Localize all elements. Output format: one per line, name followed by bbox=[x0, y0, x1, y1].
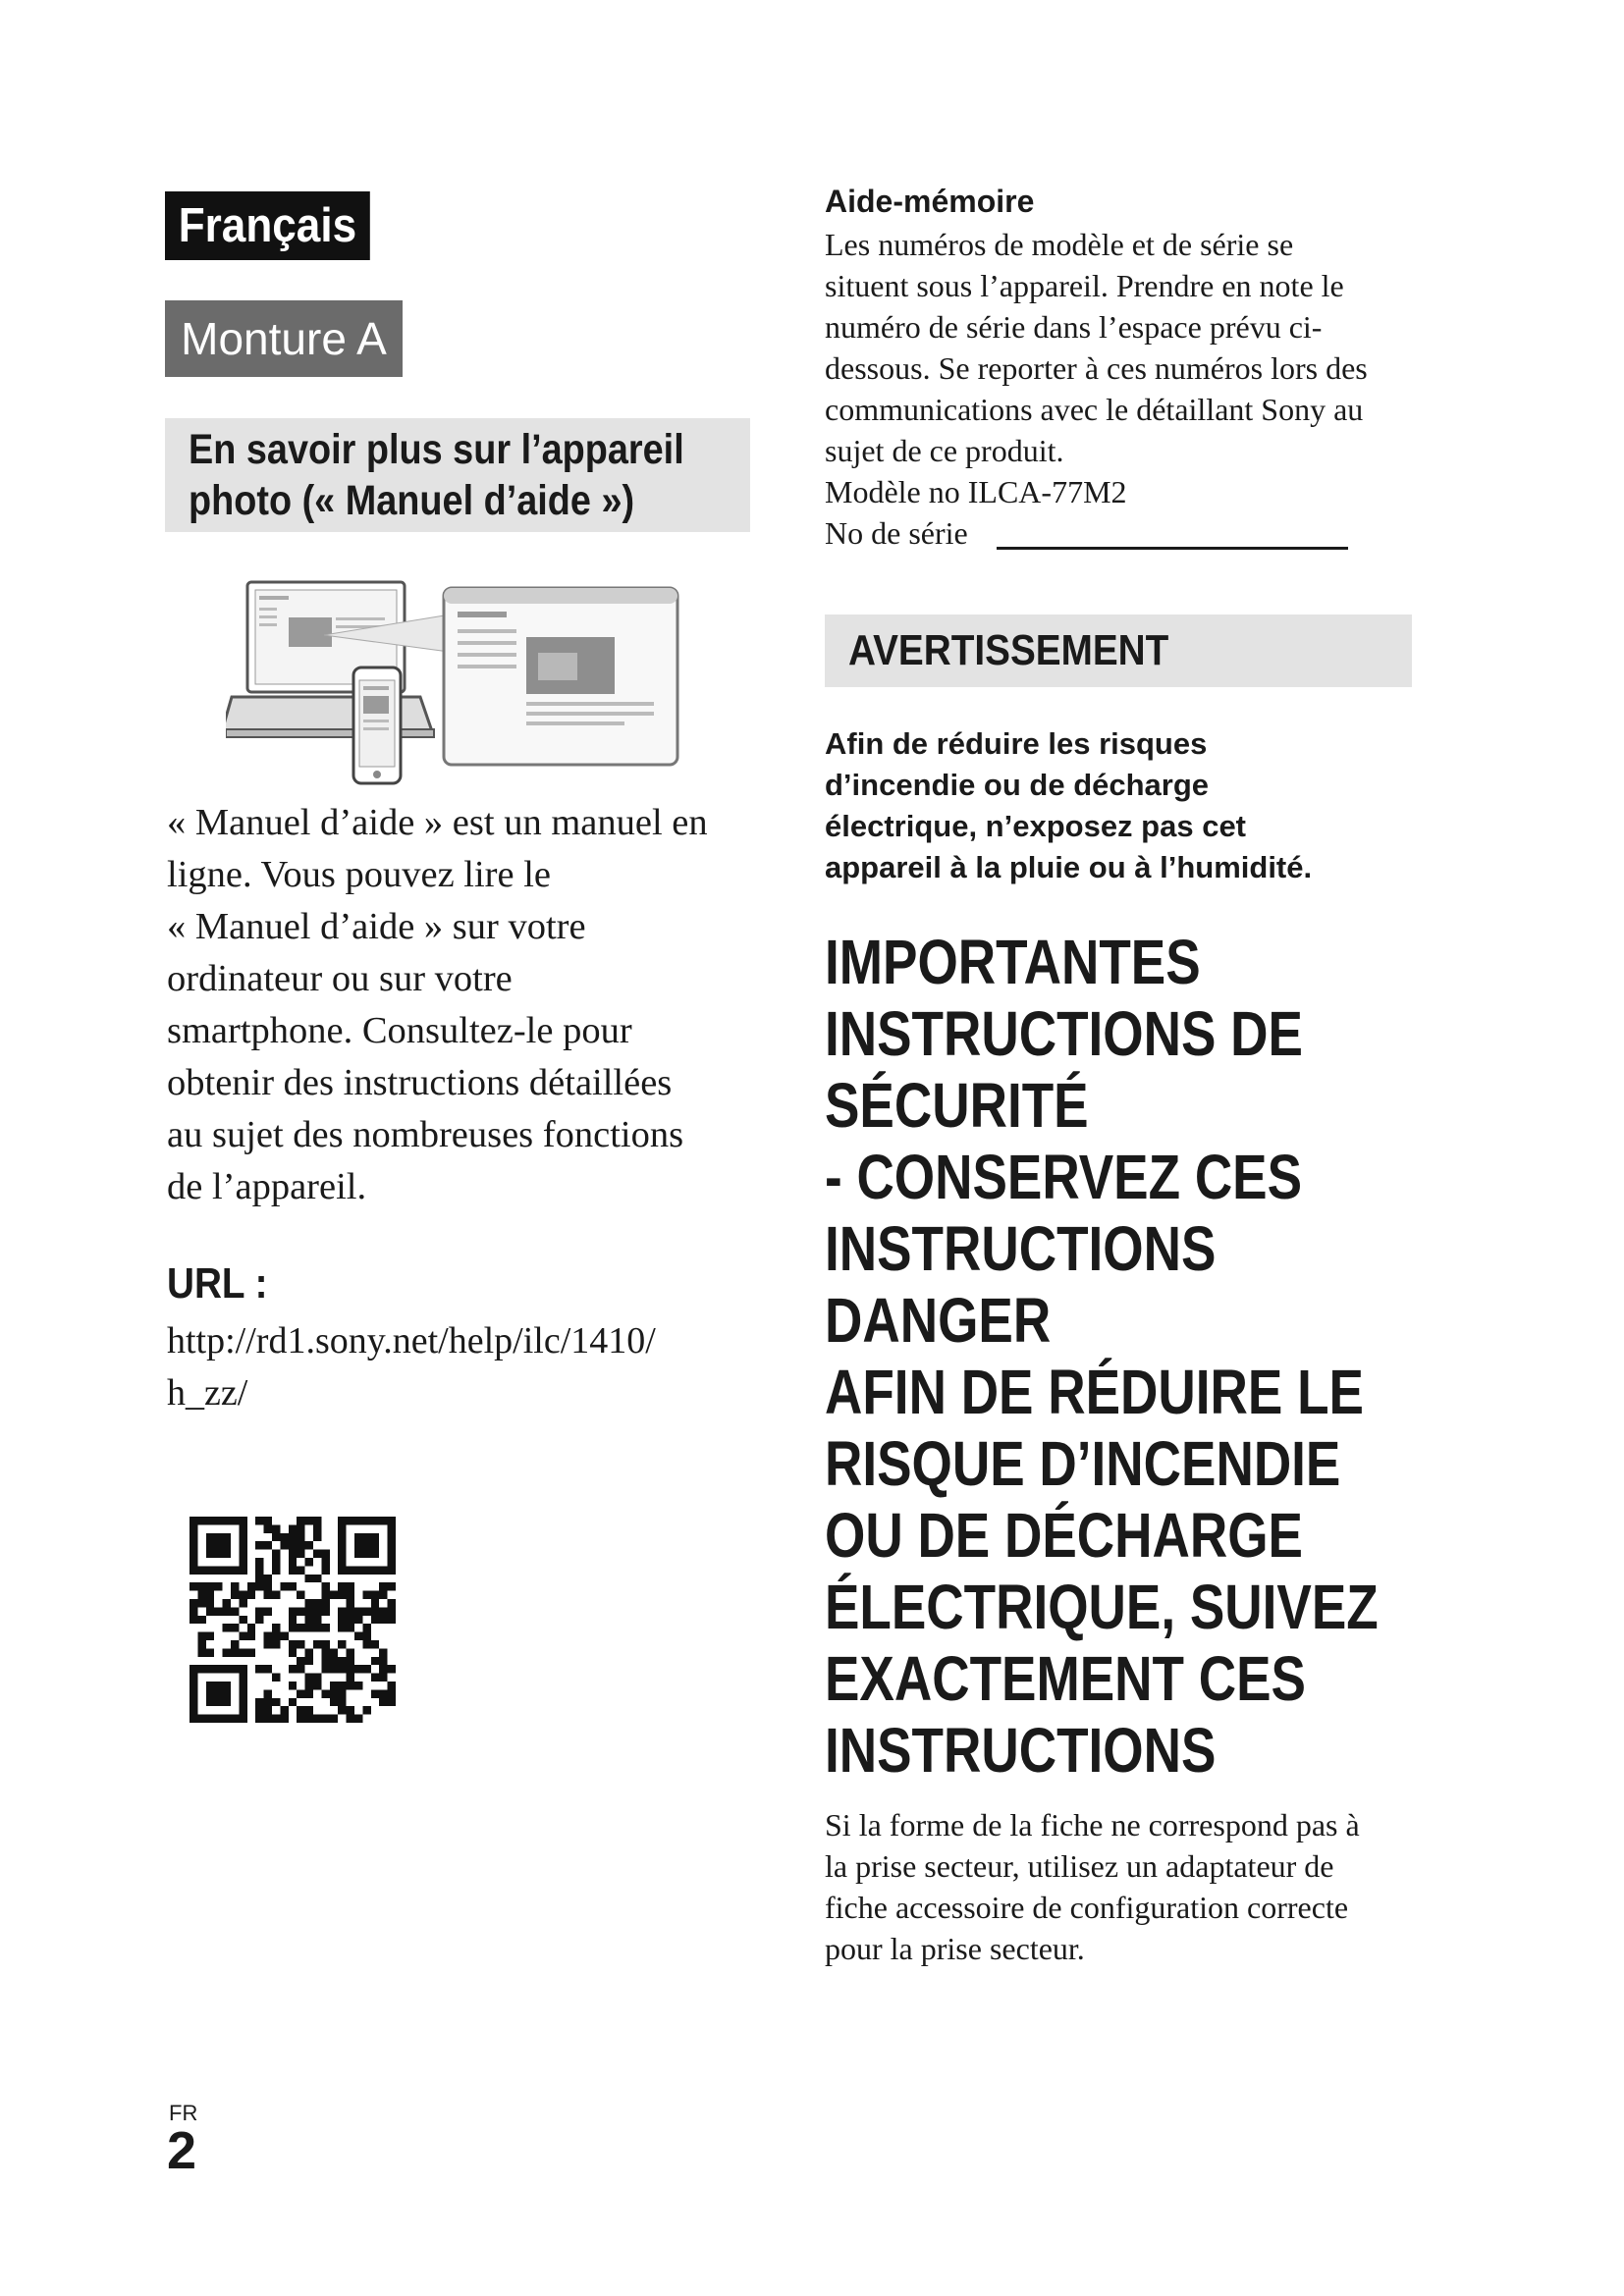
text-line: pour la prise secteur. bbox=[825, 1931, 1085, 1966]
heading-line: SÉCURITÉ bbox=[825, 1070, 1089, 1141]
important-safety-instructions bbox=[825, 927, 1395, 1787]
page-language-code: FR bbox=[169, 2101, 198, 2125]
heading-line: INSTRUCTIONS DE bbox=[825, 998, 1303, 1069]
memo-title: Aide-mémoire bbox=[825, 184, 1035, 219]
text-line: électrique, n’exposez pas cet bbox=[825, 809, 1247, 843]
heading-line: INSTRUCTIONS bbox=[825, 1213, 1217, 1284]
heading-line: EXACTEMENT CES bbox=[825, 1643, 1306, 1714]
url-label: URL : bbox=[167, 1259, 268, 1308]
warning-text bbox=[825, 723, 1414, 888]
warning-title: AVERTISSEMENT bbox=[848, 626, 1169, 674]
text-line: fiche accessoire de configuration correcte bbox=[825, 1890, 1349, 1925]
heading-line: IMPORTANTES bbox=[825, 927, 1201, 997]
plug-adapter-note bbox=[825, 1804, 1414, 1969]
page-number: 2 bbox=[167, 2121, 197, 2180]
text-line: Les numéros de modèle et de série se bbox=[825, 227, 1294, 262]
text-line: Si la forme de la fiche ne correspond pas à bbox=[825, 1807, 1360, 1842]
text-line: au sujet des nombreuses fonctions bbox=[167, 1114, 684, 1155]
heading-line: - CONSERVEZ CES bbox=[825, 1142, 1303, 1212]
text-line: obtenir des instructions détaillées bbox=[167, 1062, 673, 1103]
qr-code bbox=[189, 1517, 396, 1723]
mount-badge: Monture A bbox=[165, 300, 403, 377]
text-line: la prise secteur, utilisez un adaptateur de bbox=[825, 1848, 1334, 1884]
heading-line: ÉLECTRIQUE, SUIVEZ bbox=[825, 1572, 1379, 1642]
text-line: Afin de réduire les risques bbox=[825, 726, 1208, 761]
text-line: d’incendie ou de décharge bbox=[825, 768, 1210, 802]
help-guide-url[interactable] bbox=[167, 1315, 717, 1419]
heading-line: AFIN DE RÉDUIRE LE bbox=[825, 1357, 1364, 1427]
text-line: situent sous l’appareil. Prendre en note le bbox=[825, 268, 1344, 303]
model-number: Modèle no ILCA-77M2 bbox=[825, 474, 1127, 509]
text-line: sujet de ce produit. bbox=[825, 433, 1064, 468]
serial-number-blank-line bbox=[997, 547, 1348, 550]
text-line: « Manuel d’aide » est un manuel en bbox=[167, 802, 708, 843]
text-line: ligne. Vous pouvez lire le bbox=[167, 854, 551, 895]
heading-line: OU DE DÉCHARGE bbox=[825, 1500, 1303, 1571]
text-line: smartphone. Consultez-le pour bbox=[167, 1010, 632, 1051]
serial-number-label: No de série bbox=[825, 515, 968, 551]
text-line: numéro de série dans l’espace prévu ci- bbox=[825, 309, 1323, 345]
heading-line: INSTRUCTIONS bbox=[825, 1715, 1217, 1786]
warning-header bbox=[825, 614, 1412, 687]
text-line: appareil à la pluie ou à l’humidité. bbox=[825, 850, 1313, 884]
text-line: ordinateur ou sur votre bbox=[167, 958, 513, 999]
help-guide-title: En savoir plus sur l’appareil photo (« Manuel d’aide ») bbox=[189, 426, 684, 524]
url-line[interactable]: h_zz/ bbox=[167, 1372, 248, 1414]
heading-line: DANGER bbox=[825, 1285, 1052, 1356]
laptop-smartphone-illustration bbox=[226, 574, 697, 795]
heading-line: RISQUE D’INCENDIE bbox=[825, 1428, 1341, 1499]
text-line: de l’appareil. bbox=[167, 1166, 367, 1207]
url-line[interactable]: http://rd1.sony.net/help/ilc/1410/ bbox=[167, 1320, 656, 1362]
language-badge: Français bbox=[165, 191, 370, 260]
help-guide-description bbox=[167, 797, 756, 1213]
text-line: communications avec le détaillant Sony au bbox=[825, 392, 1364, 427]
memo-text bbox=[825, 224, 1414, 471]
text-line: dessous. Se reporter à ces numéros lors des bbox=[825, 350, 1368, 386]
text-line: « Manuel d’aide » sur votre bbox=[167, 906, 586, 947]
help-guide-header bbox=[165, 418, 750, 532]
